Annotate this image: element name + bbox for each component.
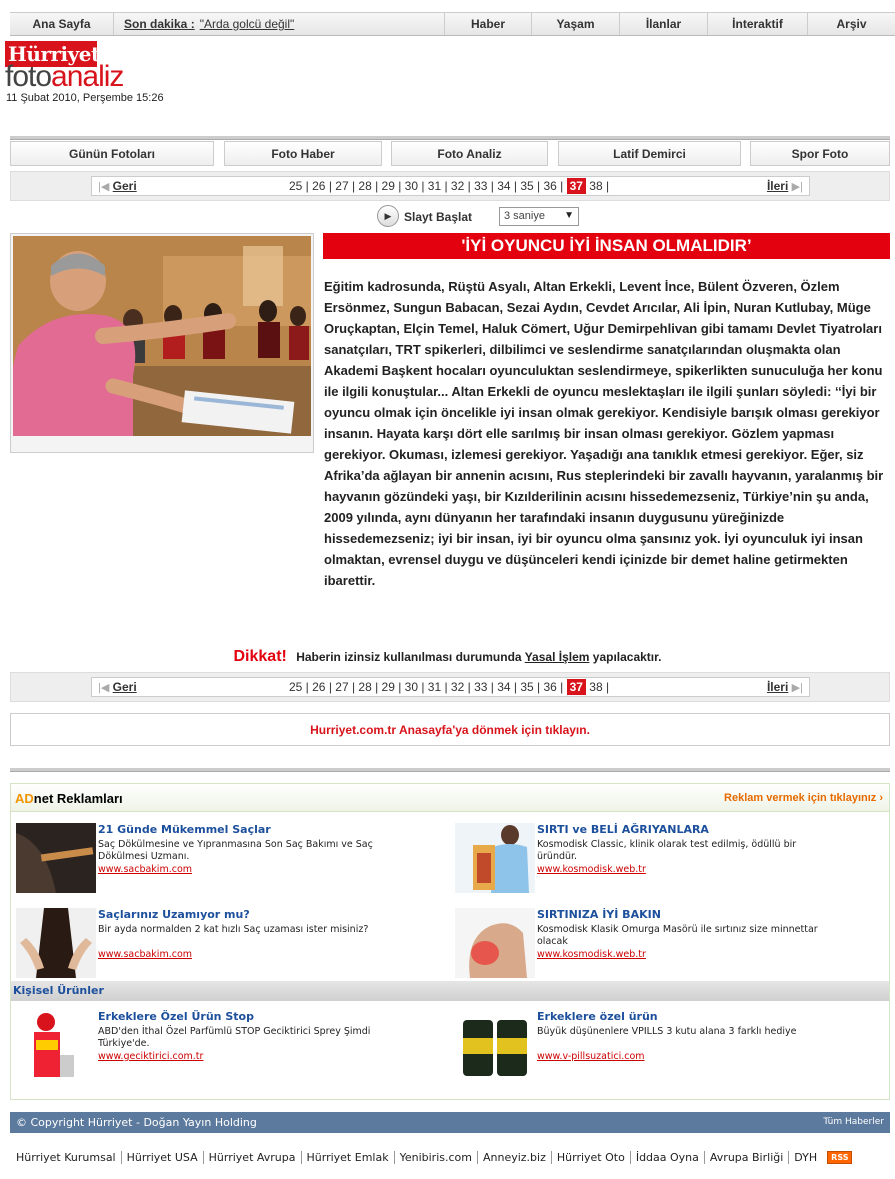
last-page-icon: ▶|: [791, 682, 803, 694]
warning-label: Dikkat!: [233, 648, 287, 665]
current-page: 37: [567, 679, 586, 695]
tab-spor-foto[interactable]: [750, 141, 890, 166]
ad-url-link[interactable]: www.geciktirici.com.tr: [98, 1051, 204, 1062]
legal-action-link[interactable]: Yasal İşlem: [524, 650, 590, 664]
tab-latif-demirci[interactable]: [558, 141, 741, 166]
tab-foto-analiz[interactable]: [391, 141, 548, 166]
footer-link[interactable]: Hürriyet USA: [122, 1151, 204, 1164]
tab-label: Foto Analiz: [437, 146, 502, 161]
nav-arsiv[interactable]: [808, 13, 895, 35]
footer-link[interactable]: Anneyiz.biz: [478, 1151, 552, 1164]
ad-title-link[interactable]: Saçlarınız Uzamıyor mu?: [98, 908, 250, 921]
ad-description: Saç Dökülmesine ve Yıpranmasına Son Saç Bakımı ve Saç Dökülmesi Uzmanı.: [98, 839, 373, 862]
pager-bar: [91, 677, 810, 697]
tab-foto-haber[interactable]: [224, 141, 382, 166]
page-datetime: 11 Şubat 2010, Perşembe 15:26: [6, 92, 164, 104]
pager-bottom: [10, 672, 890, 702]
ad-description: Bir ayda normalden 2 kat hızlı Saç uzaması ister misiniz?: [98, 924, 369, 935]
last-page-icon: ▶|: [791, 181, 803, 193]
copyright-warning: [0, 648, 895, 666]
hair-comb-image: [16, 823, 96, 893]
copyright-text: © Copyright Hürriyet - Doğan Yayın Holding: [16, 1116, 257, 1129]
tab-label: Latif Demirci: [613, 146, 686, 161]
pager-top: [10, 171, 890, 201]
pager-bar: [91, 176, 810, 196]
pager-next[interactable]: [767, 680, 803, 694]
pager-next-label[interactable]: İleri: [766, 680, 789, 694]
ad-thumbnail[interactable]: [455, 823, 535, 893]
pager-prev[interactable]: [98, 179, 137, 193]
ad-item[interactable]: [455, 1010, 875, 1082]
play-button[interactable]: [377, 205, 399, 227]
tab-gunun-fotolari[interactable]: [10, 141, 214, 166]
page-numbers-after[interactable]: 38 |: [585, 179, 610, 193]
rss-icon[interactable]: RSS: [827, 1151, 852, 1164]
nav-label: İnteraktif: [732, 17, 783, 31]
slideshow-interval-select[interactable]: [499, 207, 579, 226]
first-page-icon: |◀: [98, 682, 110, 694]
ad-thumbnail[interactable]: [16, 908, 96, 978]
footer-links: [10, 1147, 890, 1167]
ad-thumbnail[interactable]: [16, 823, 96, 893]
ad-network-box: [10, 783, 890, 1100]
ad-thumbnail[interactable]: [455, 908, 535, 978]
article-headline: 'İYİ OYUNCU İYİ İNSAN OLMALIDIR’: [323, 233, 890, 259]
pill-bottles-image: [455, 1010, 535, 1080]
breaking-label: Son dakika :: [124, 17, 195, 31]
page-numbers-after[interactable]: 38 |: [585, 680, 610, 694]
ad-description: Kosmodisk Classic, klinik olarak test edilmiş, ödüllü bir üründür.: [537, 839, 797, 862]
ad-item[interactable]: [455, 823, 875, 895]
ad-title-rest: net Reklamları: [33, 791, 123, 806]
ad-item[interactable]: [16, 908, 436, 980]
hurriyet-logo[interactable]: Hürriyet: [5, 41, 97, 67]
ad-url-link[interactable]: www.kosmodisk.web.tr: [537, 949, 646, 960]
pager-prev-label[interactable]: Geri: [112, 680, 137, 694]
ad-item[interactable]: [16, 823, 436, 895]
footer-link[interactable]: Hürriyet Oto: [552, 1151, 631, 1164]
slideshow-label[interactable]: Slayt Başlat: [404, 210, 473, 224]
ad-url-link[interactable]: www.kosmodisk.web.tr: [537, 864, 646, 875]
ad-url-link[interactable]: www.v-pillsuzatici.com: [537, 1051, 645, 1062]
nav-ilanlar[interactable]: [620, 13, 708, 35]
nav-label: İlanlar: [645, 17, 682, 31]
ad-thumbnail[interactable]: [16, 1010, 96, 1080]
tab-label: Foto Haber: [271, 146, 335, 161]
footer-link[interactable]: Yenibiris.com: [395, 1151, 478, 1164]
play-icon: ▶: [384, 210, 392, 221]
nav-yasam[interactable]: [532, 13, 620, 35]
ad-title-prefix: AD: [15, 791, 34, 806]
ad-title-link[interactable]: Erkeklere Özel Ürün Stop: [98, 1010, 254, 1023]
ad-url-link[interactable]: www.sacbakim.com: [98, 864, 193, 875]
tab-label: Spor Foto: [791, 146, 849, 161]
ad-title-link[interactable]: SIRTINIZA İYİ BAKIN: [537, 908, 661, 921]
warning-text: Haberin izinsiz kullanılması durumunda: [296, 650, 522, 664]
home-return-link[interactable]: Hurriyet.com.tr Anasayfa'ya dönmek için tıklayın.: [10, 713, 890, 746]
nav-label: Arşiv: [836, 17, 867, 31]
footer-link[interactable]: DYH: [794, 1150, 818, 1164]
interval-value: 3 saniye: [504, 210, 545, 222]
ad-url-link[interactable]: www.sacbakim.com: [98, 949, 193, 960]
nav-label: Yaşam: [556, 17, 595, 31]
footer-link[interactable]: Hürriyet Kurumsal: [10, 1151, 122, 1164]
back-pain-image: [455, 908, 535, 978]
back-massager-image: [455, 823, 535, 893]
photo-frame: [10, 233, 314, 453]
article-body: Eğitim kadrosunda, Rüştü Asyalı, Altan Erkekli, Levent İnce, Bülent Özveren, Özlem Ersönmez, Sungun Babacan, Sezai Aydın, Cevdet Arıcılar, Ali İpin, Nuran Kutlubay, Müge Oruçkaptan, Elçin Temel, Haluk Cömert, Uğur Demirpehlivan gibi tamamı Devlet Tiyatroları sanatçıları, TRT spikerleri, dilbilimci ve seslendirme sanatçılarından oluşmakta olan Akademi Başkent hocaları oyunculuktan seslendirmeye, spikerlikten sunuculuğa her konu ile ilgili konuştular... Altan Erkekli de oyuncu meslektaşları ile ilgili şunları söyledi: ‘‘İyi bir oyuncu olmak için öncelikle iyi insan olmak gerekiyor. Kendisiyle barışık olması gerekiyor insanın. Hayata karşı dört elle sarılmış bir insan olması gerekiyor. Gözlem yapması gerekiyor. Okuması, izlemesi gerekiyor. Yaşadığı ana tanıklık etmesi gerekiyor. Eğer, siz Afrika’da ağlayan bir annenin acısını, Rus steplerindeki bir zavallı hayvanın, yaralanmış bir hayvanın gözündeki yaşı, bir Kızılderilinin acısını hissedemezseniz, Türkiye’nin şu anda, 2009 yılında, aynı dünyanın her tarafındaki insanın duygusunu yüreğinizde hissedemezseniz; iyi bir insan, iyi bir oyuncu olma şansınız yok. İyi oyunculuk iyi insan olmaktan, evrensel duygu ve düşünceleri kendi içinizde bir demet haline getirmekten ibarettir.: [324, 279, 884, 588]
page-numbers[interactable]: 25 | 26 | 27 | 28 | 29 | 30 | 31 | 32 | 33 | 34 | 35 | 36 |: [289, 680, 567, 694]
article-photo: [13, 236, 311, 436]
ad-title: [15, 791, 123, 806]
ad-thumbnail[interactable]: [455, 1010, 535, 1080]
nav-label: Haber: [470, 17, 505, 31]
ad-title-link[interactable]: 21 Günde Mükemmel Saçlar: [98, 823, 271, 836]
ad-title-link[interactable]: SIRTI ve BELİ AĞRIYANLARA: [537, 823, 709, 836]
footer-link[interactable]: Hürriyet Avrupa: [204, 1151, 302, 1164]
footer-link[interactable]: Avrupa Birliği: [705, 1151, 789, 1164]
breaking-news: [114, 13, 445, 35]
long-hair-image: [16, 908, 96, 978]
photo-illustration: [13, 236, 311, 436]
first-page-icon: |◀: [98, 181, 110, 193]
ad-item[interactable]: [16, 1010, 436, 1082]
copyright-bar: [10, 1112, 890, 1133]
pager-prev[interactable]: [98, 680, 137, 694]
page-numbers[interactable]: 25 | 26 | 27 | 28 | 29 | 30 | 31 | 32 | 33 | 34 | 35 | 36 |: [289, 179, 567, 193]
ad-description: Büyük düşünenlere VPILLS 3 kutu alana 3 farklı hediye: [537, 1026, 797, 1037]
ad-description: ABD'den İthal Özel Parfümlü STOP Geciktirici Sprey Şimdi Türkiye'de.: [98, 1026, 371, 1049]
pager-next-label[interactable]: İleri: [766, 179, 789, 193]
nav-interaktif[interactable]: [708, 13, 808, 35]
fotoanaliz-logo[interactable]: [5, 60, 123, 94]
all-news-link[interactable]: Tüm Haberler: [823, 1117, 884, 1127]
top-nav: [10, 12, 895, 36]
ad-item[interactable]: [455, 908, 875, 980]
nav-home-label: Ana Sayfa: [32, 17, 91, 31]
footer-link[interactable]: İddaa Oyna: [631, 1151, 705, 1164]
advertise-link[interactable]: Reklam vermek için tıklayınız ›: [724, 792, 883, 804]
nav-home[interactable]: [10, 13, 114, 35]
footer-link[interactable]: Hürriyet Emlak: [302, 1151, 395, 1164]
warning-text-end: yapılacaktır.: [592, 650, 662, 664]
logo-analiz: analiz: [51, 60, 124, 93]
ad-title-link[interactable]: Erkeklere özel ürün: [537, 1010, 658, 1023]
pager-prev-label[interactable]: Geri: [112, 179, 137, 193]
nav-haber[interactable]: [445, 13, 532, 35]
divider: [10, 136, 890, 140]
dropdown-arrow-icon: ▼: [564, 210, 574, 221]
page-list[interactable]: [289, 680, 609, 694]
ad-header: [11, 784, 889, 812]
page-list[interactable]: [289, 179, 609, 193]
breaking-link[interactable]: "Arda golcü değil": [199, 17, 295, 31]
divider: [10, 768, 890, 772]
spray-product-image: [16, 1010, 96, 1080]
personal-products-header: Kişisel Ürünler: [11, 981, 889, 1001]
logo-foto: foto: [5, 60, 52, 93]
tab-label: Günün Fotoları: [69, 146, 155, 161]
ad-description: Kosmodisk Klasik Omurga Masörü ile sırtınız size minnettar olacak: [537, 924, 818, 947]
pager-next[interactable]: [767, 179, 803, 193]
current-page: 37: [567, 178, 586, 194]
